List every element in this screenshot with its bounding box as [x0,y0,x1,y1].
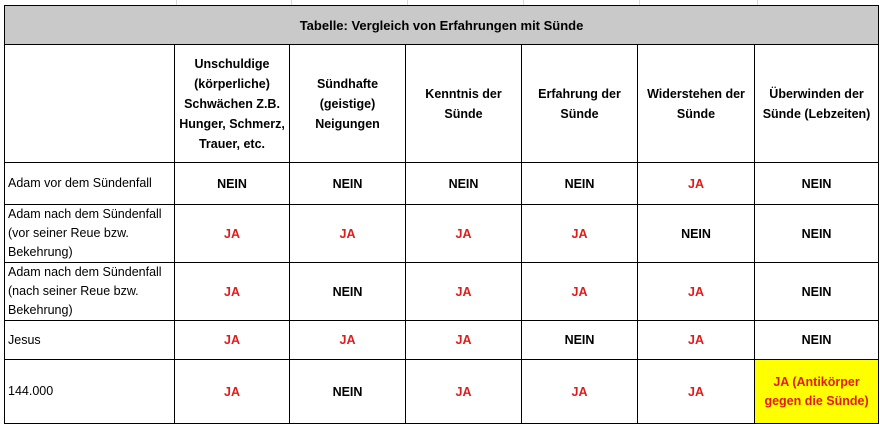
row-label: Adam vor dem Sündenfall [5,163,175,205]
column-header: Überwinden der Sünde (Lebzeiten) [755,45,879,163]
value-ja: JA [406,263,522,321]
row-label: Jesus [5,321,175,360]
table-body [5,163,879,424]
table-row [5,263,879,321]
value-nein: NEIN [755,263,879,321]
value-ja: JA [638,163,755,205]
value-nein: NEIN [290,163,406,205]
value-nein: NEIN [175,163,290,205]
value-nein: NEIN [406,163,522,205]
value-nein: NEIN [755,205,879,263]
header-corner [5,45,175,163]
value-ja: JA [290,321,406,360]
column-header: Erfahrung der Sünde [522,45,638,163]
value-ja: JA [175,360,290,424]
value-ja: JA [522,205,638,263]
value-ja: JA [290,205,406,263]
value-ja: JA [175,321,290,360]
value-ja: JA [406,205,522,263]
value-ja: JA [406,360,522,424]
column-header: Widerstehen der Sünde [638,45,755,163]
table-row [5,205,879,263]
value-nein: NEIN [638,205,755,263]
table-row [5,163,879,205]
column-header: Unschuldige (körperliche) Schwächen Z.B. Hunger, Schmerz, Trauer, etc. [175,45,290,163]
comparison-table [4,5,879,424]
column-header: Kenntnis der Sünde [406,45,522,163]
column-header: Sündhafte (geistige) Neigungen [290,45,406,163]
value-ja: JA [522,263,638,321]
value-ja: JA [175,263,290,321]
value-ja: JA [638,263,755,321]
table-title: Tabelle: Vergleich von Erfahrungen mit Sünde [5,6,879,45]
value-ja: JA [406,321,522,360]
value-nein: NEIN [290,360,406,424]
row-label: Adam nach dem Sündenfall (nach seiner Reue bzw. Bekehrung) [5,263,175,321]
value-nein: NEIN [522,321,638,360]
value-nein: NEIN [290,263,406,321]
table-row [5,360,879,424]
value-ja: JA [638,360,755,424]
value-nein: NEIN [755,163,879,205]
value-ja: JA (Antikörper gegen die Sünde) [755,360,879,424]
value-ja: JA [522,360,638,424]
value-nein: NEIN [755,321,879,360]
table-row [5,321,879,360]
value-ja: JA [638,321,755,360]
row-label: 144.000 [5,360,175,424]
value-ja: JA [175,205,290,263]
row-label: Adam nach dem Sündenfall (vor seiner Reue bzw. Bekehrung) [5,205,175,263]
value-nein: NEIN [522,163,638,205]
